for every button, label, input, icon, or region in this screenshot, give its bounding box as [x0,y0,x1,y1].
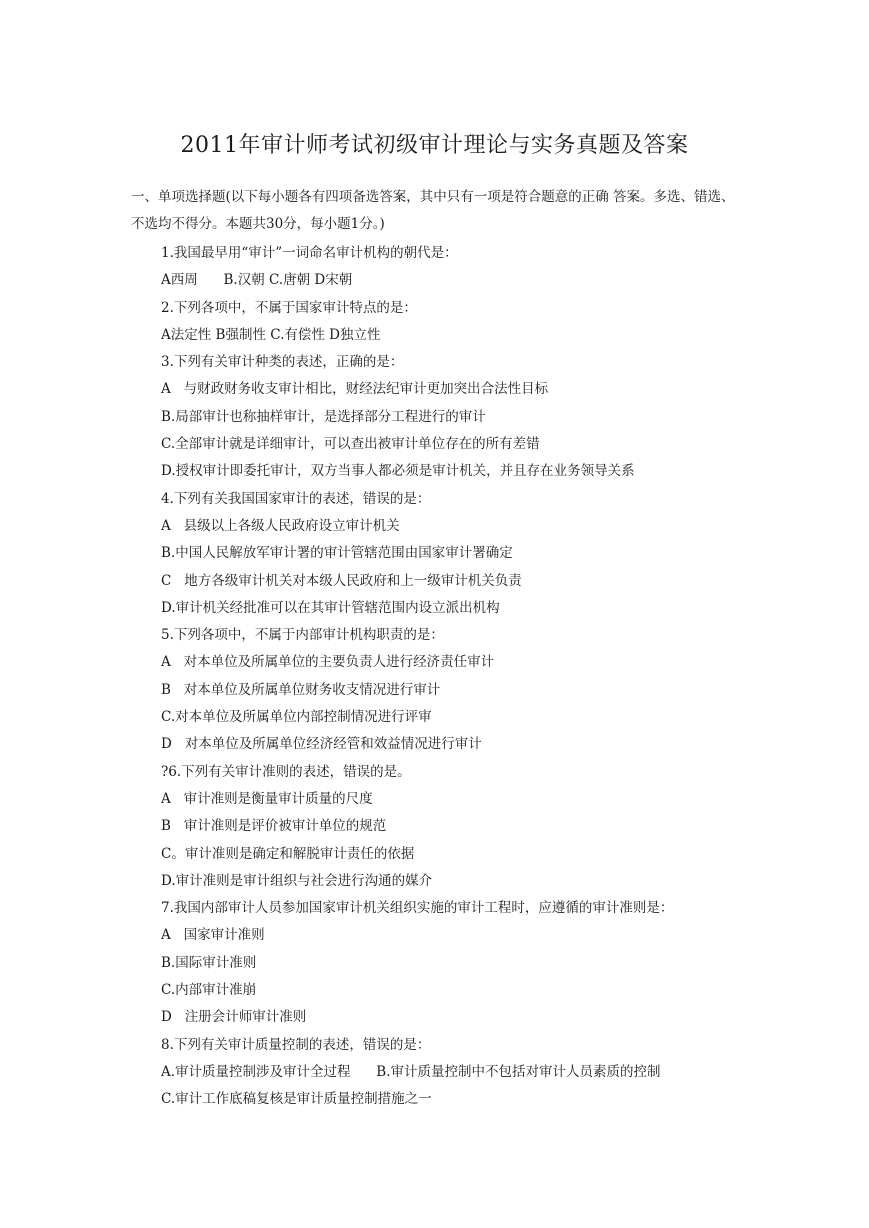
option-line: C.对本单位及所属单位内部控制情况进行评审 [161,709,432,726]
option-line: A 国家审计准则 [161,927,265,944]
option-line: B.国际审计准则 [161,954,257,971]
question-line: 1.我国最早用“审计”一词命名审计机构的朝代是： [161,245,458,261]
question-line: 8.下列有关审计质量控制的表述，错误的是： [161,1036,431,1053]
question-line: 4.下列有关我国国家审计的表述，错误的是： [161,490,431,507]
option-line: D.授权审计即委托审计，双方当事人都必须是审计机关，并且存在业务领导关系 [161,463,635,480]
question-line: 5.下列各项中，不属于内部审计机构职责的是： [161,627,444,644]
option-line: C.全部审计就是详细审计，可以查出被审计单位存在的所有差错 [161,436,540,453]
question-line: 3.下列有关审计种类的表述，正确的是： [161,354,404,371]
option-line: C 地方各级审计机关对本级人民政府和上一级审计机关负责 [161,572,522,589]
option-line: D 注册会计师审计准则 [161,1009,307,1026]
question-line: 7.我国内部审计人员参加国家审计机关组织实施的审计工程时，应遵循的审计准则是： [161,900,674,917]
option-line: A 审计准则是衡量审计质量的尺度 [161,790,373,807]
option-line: A 对本单位及所属单位的主要负责人进行经济责任审计 [161,654,495,671]
option-line: D 对本单位及所属单位经济经管和效益情况进行审计 [161,736,482,753]
option-line: A西周 B.汉朝 C.唐朝 D宋朝 [161,272,353,289]
option-line: B 对本单位及所属单位财务收支情况进行审计 [161,681,441,698]
option-line: A法定性 B强制性 C.有偿性 D独立性 [161,326,381,343]
option-line: B.局部审计也称抽样审计，是选择部分工程进行的审计 [161,408,486,425]
question-line: ?6.下列有关审计准则的表述，错误的是。 [161,763,411,780]
question-line: 2.下列各项中，不属于国家审计特点的是： [161,299,417,316]
option-line: A.审计质量控制涉及审计全过程 B.审计质量控制中不包括对审计人员素质的控制 [161,1063,661,1080]
option-line: D.审计机关经批准可以在其审计管辖范围内设立派出机构 [161,599,500,616]
option-line: A 与财政财务收支审计相比，财经法纪审计更加突出合法性目标 [161,381,549,398]
option-line: C。审计准则是确定和解脱审计责任的依据 [161,845,415,862]
option-line: A 县级以上各级人民政府设立审计机关 [161,517,400,534]
option-line: B 审计准则是评价被审计单位的规范 [161,818,387,835]
question-list [161,240,781,1114]
option-line: B.中国人民解放军审计署的审计管辖范围由国家审计署确定 [161,545,513,562]
document-title: 2011年审计师考试初级审计理论与实务真题及答案 [180,133,689,158]
option-line: C.审计工作底稿复核是审计质量控制措施之一 [161,1091,432,1108]
option-line: D.审计准则是审计组织与社会进行沟通的媒介 [161,872,433,889]
section-intro: 一、单项选择题(以下每小题各有四项备选答案，其中只有一项是符合题意的正确 答案。多选、错选、不选均不得分。本题共30分，每小题1分。) [131,189,735,232]
option-line: C.内部审计准崩 [161,982,257,999]
